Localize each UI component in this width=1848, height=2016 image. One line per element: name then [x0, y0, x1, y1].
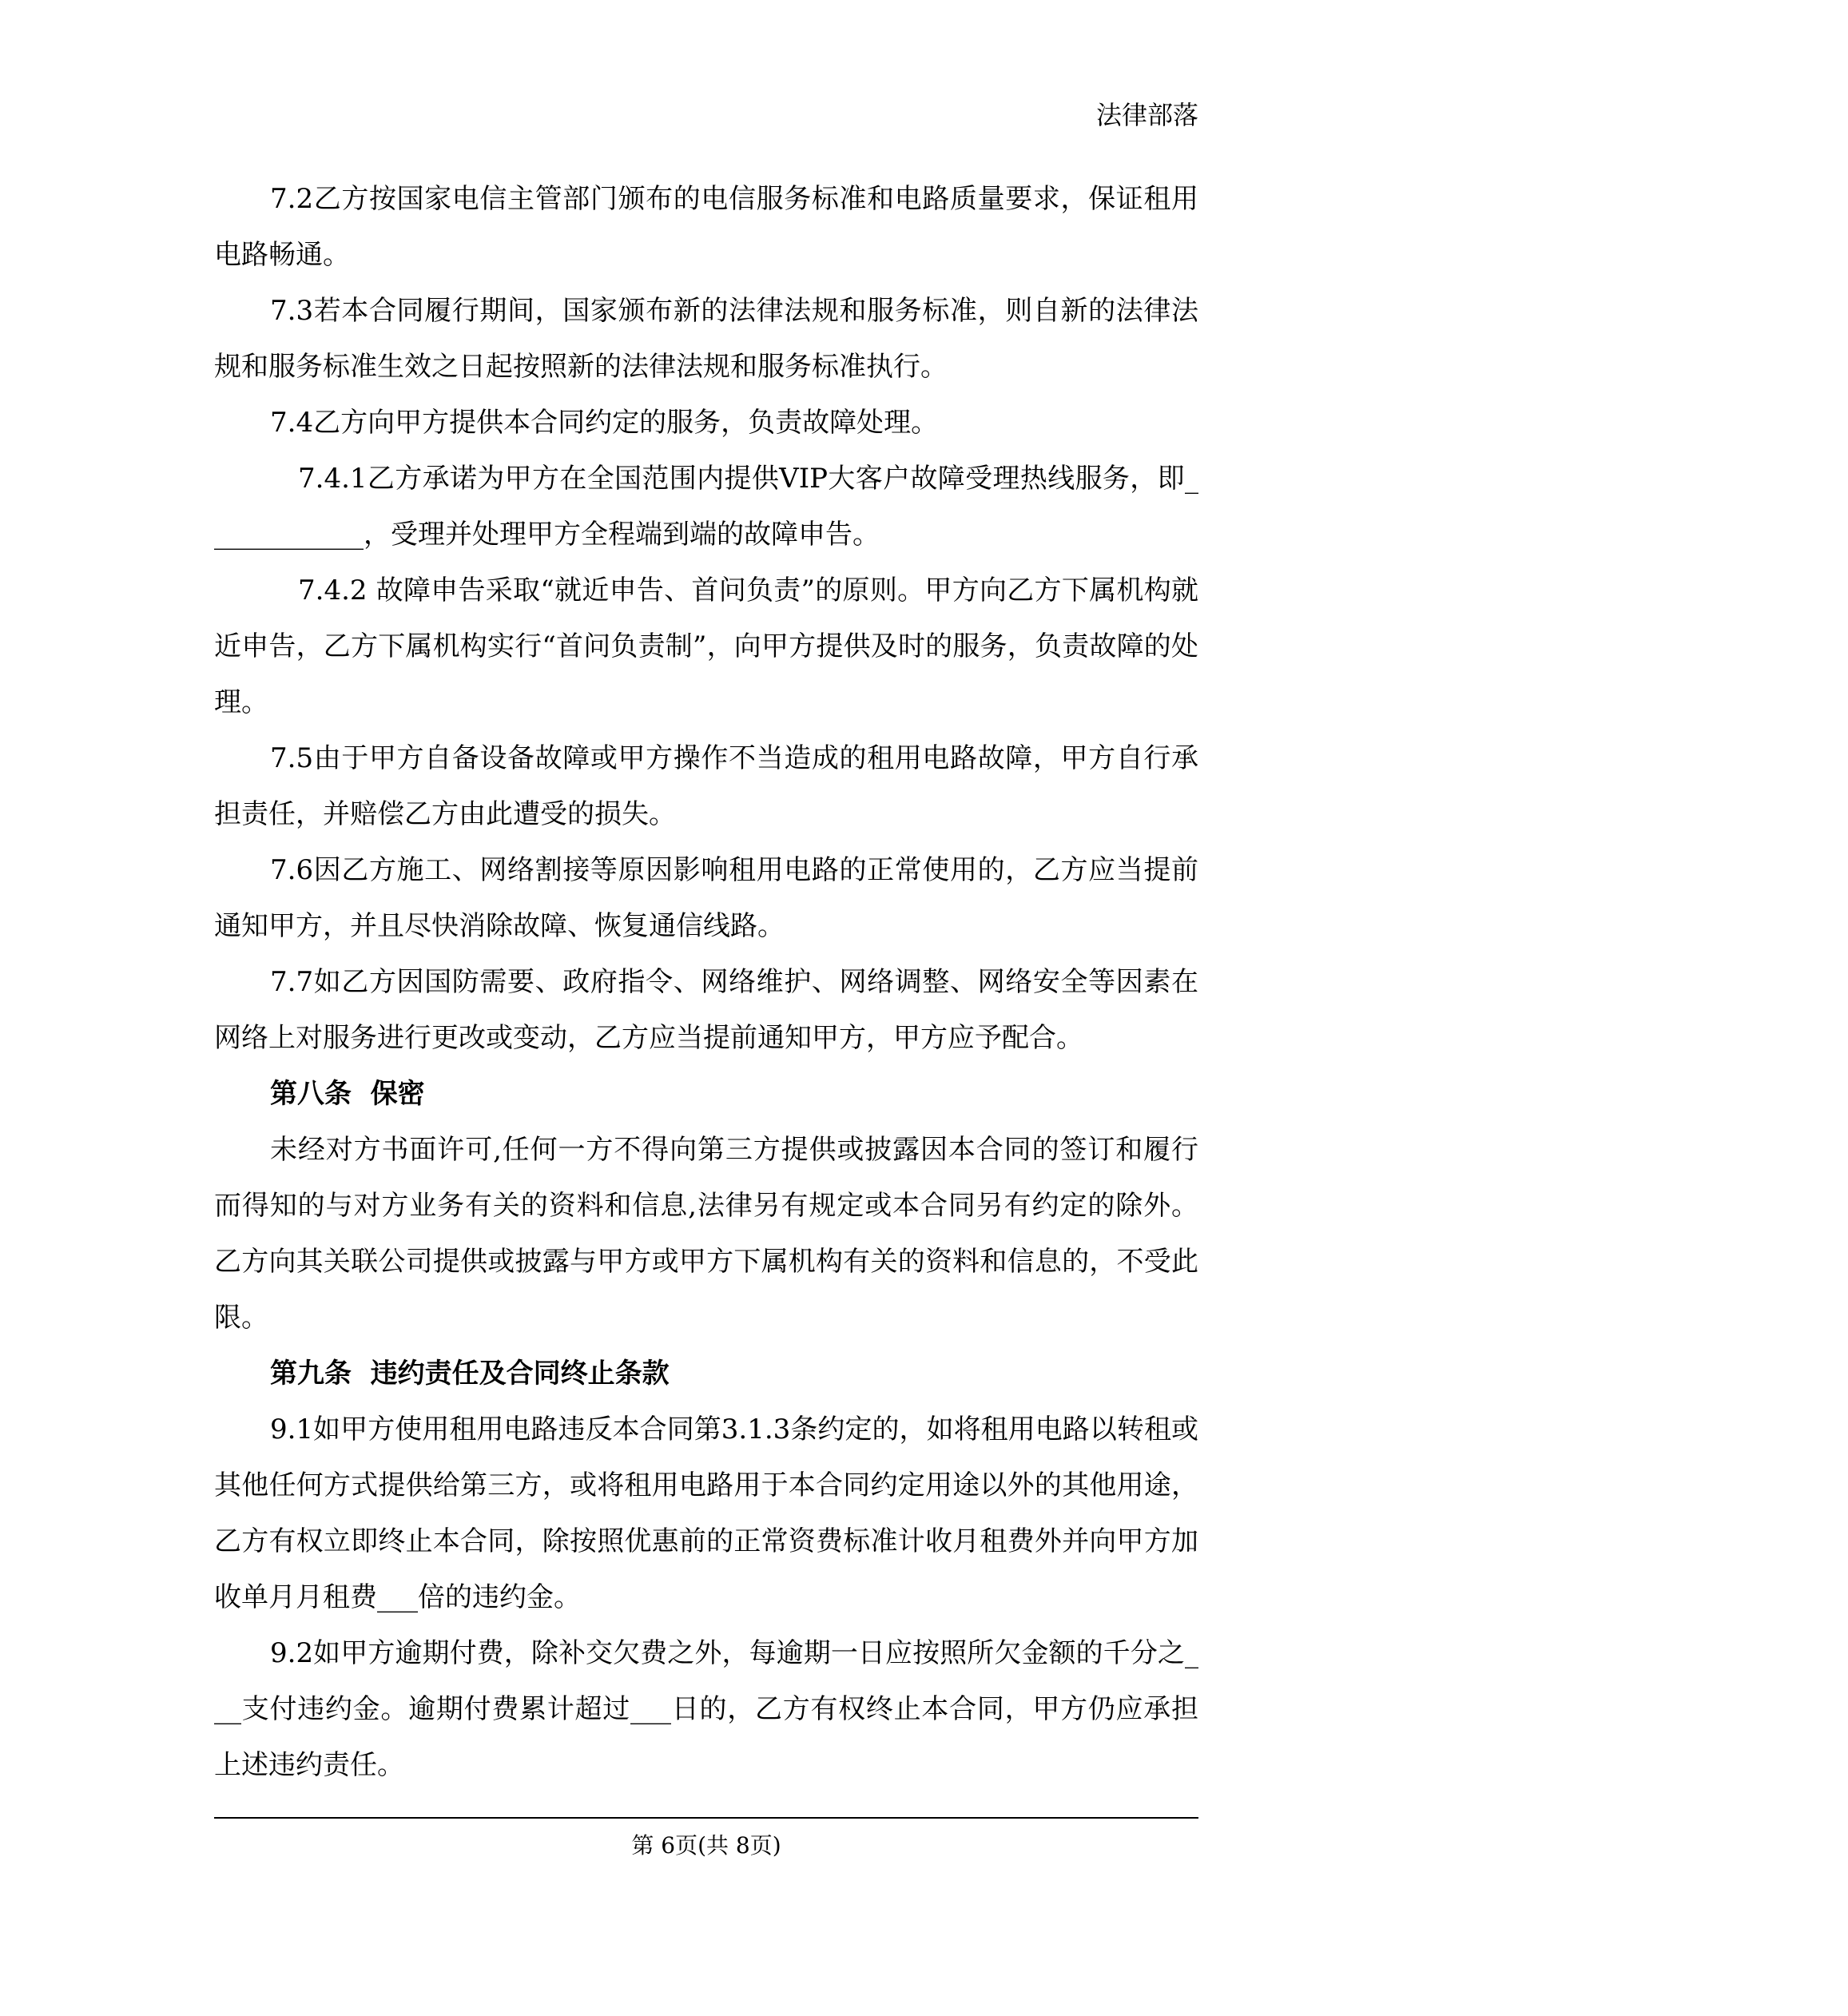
- clause-9-1: 9.1如甲方使用租用电路违反本合同第3.1.3条约定的，如将租用电路以转租或其他任何方式提供给第三方，或将租用电路用于本合同约定用途以外的其他用途，乙方有权立即终止本合同，除按照优惠前的正常资费标准计收月租费外并向甲方加收单月月租费___倍的违约金。: [214, 1414, 1198, 1613]
- clause-7-7: 7.7如乙方因国防需要、政府指令、网络维护、网络调整、网络安全等因素在网络上对服务进行更改或变动，乙方应当提前通知甲方，甲方应予配合。: [214, 966, 1198, 1054]
- clause-7-4: 7.4乙方向甲方提供本合同约定的服务，负责故障处理。: [270, 407, 939, 439]
- section-9-heading: 第九条 违约责任及合同终止条款: [270, 1358, 670, 1390]
- clause-7-4-1: 7.4.1乙方承诺为甲方在全国范围内提供VIP大客户故障受理热线服务，即____________，受理并处理甲方全程端到端的故障申告。: [214, 463, 1198, 551]
- document-header: 法律部落: [1095, 100, 1198, 130]
- clause-9-2: 9.2如甲方逾期付费，除补交欠费之外，每逾期一日应按照所欠金额的千分之___支付违约金。逾期付费累计超过___日的，乙方有权终止本合同，甲方仍应承担上述违约责任。: [214, 1637, 1198, 1781]
- page-number: 第 6页(共 8页): [631, 1832, 781, 1859]
- clause-7-6: 7.6因乙方施工、网络割接等原因影响租用电路的正常使用的，乙方应当提前通知甲方，并且尽快消除故障、恢复通信线路。: [214, 854, 1198, 942]
- section-8-body: 未经对方书面许可,任何一方不得向第三方提供或披露因本合同的签订和履行而得知的与对方业务有关的资料和信息,法律另有规定或本合同另有约定的除外。乙方向其关联公司提供或披露与甲方或甲方下属机构有关的资料和信息的，不受此限。: [214, 1134, 1198, 1334]
- clause-7-4-2: 7.4.2 故障申告采取“就近申告、首问负责”的原则。甲方向乙方下属机构就近申告，乙方下属机构实行“首问负责制”，向甲方提供及时的服务，负责故障的处理。: [214, 575, 1198, 718]
- document-body: [214, 171, 1198, 1793]
- clause-7-3: 7.3若本合同履行期间，国家颁布新的法律法规和服务标准，则自新的法律法规和服务标准生效之日起按照新的法律法规和服务标准执行。: [214, 295, 1198, 383]
- section-8-heading: 第八条 保密: [270, 1078, 425, 1110]
- clause-7-2: 7.2乙方按国家电信主管部门颁布的电信服务标准和电路质量要求，保证租用电路畅通。: [214, 183, 1198, 271]
- clause-7-5: 7.5由于甲方自备设备故障或甲方操作不当造成的租用电路故障，甲方自行承担责任，并赔偿乙方由此遭受的损失。: [214, 742, 1198, 830]
- footer-divider: [214, 1817, 1198, 1819]
